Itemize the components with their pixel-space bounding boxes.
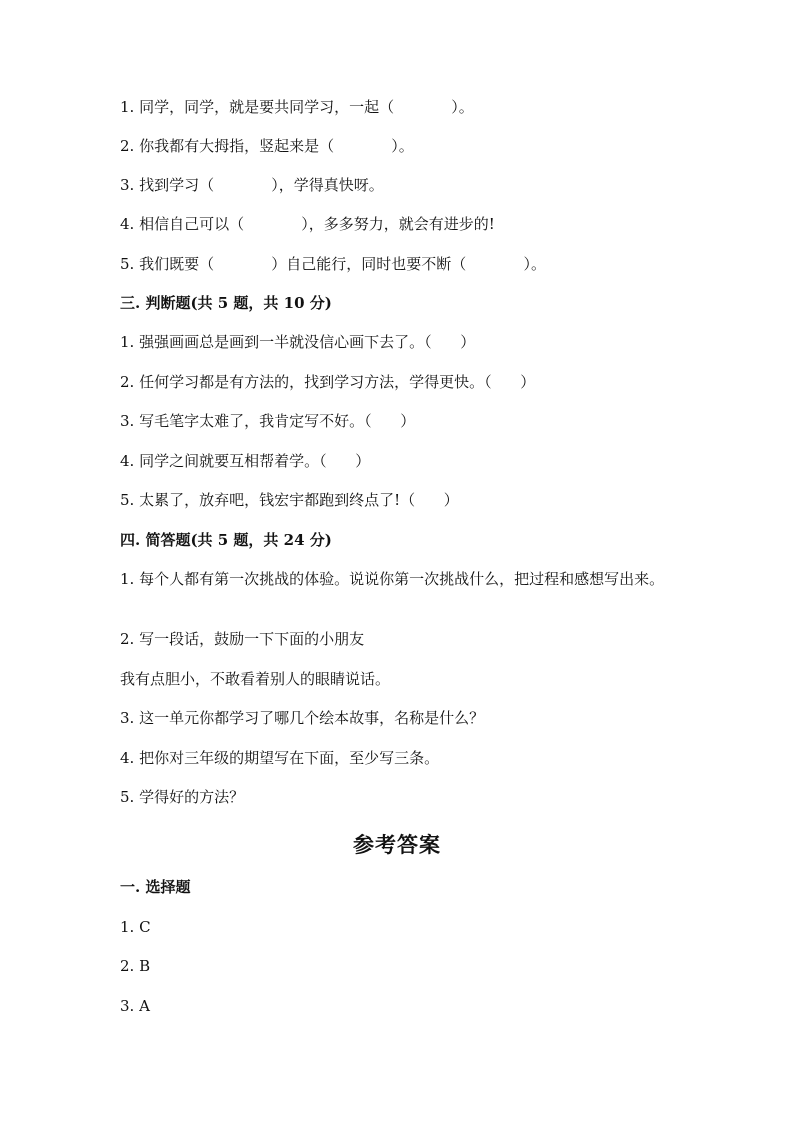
answer-section-title: 一. 选择题	[120, 878, 191, 896]
fill-item-1: 1. 同学，同学，就是要共同学习，一起（ ）。	[120, 98, 474, 116]
fill-item-4: 4. 相信自己可以（ ），多多努力，就会有进步的!	[120, 215, 495, 233]
section4-title: 四. 简答题(共 5 题，共 24 分)	[120, 531, 332, 549]
answer-key-title: 参考答案	[353, 832, 441, 857]
short-answer-item-4: 4. 把你对三年级的期望写在下面，至少写三条。	[120, 749, 440, 767]
fill-item-5: 5. 我们既要（ ）自己能行，同时也要不断（ ）。	[120, 255, 547, 273]
section3-title: 三. 判断题(共 5 题，共 10 分)	[120, 294, 332, 312]
judge-item-3: 3. 写毛笔字太难了，我肯定写不好。（ ）	[120, 412, 416, 430]
short-answer-item-5: 5. 学得好的方法？	[120, 788, 245, 806]
short-answer-item-2: 2. 写一段话，鼓励一下下面的小朋友	[120, 630, 365, 648]
fill-item-3: 3. 找到学习（ ），学得真快呀。	[120, 176, 384, 194]
fill-item-2: 2. 你我都有大拇指，竖起来是（ ）。	[120, 137, 414, 155]
answer-item-3: 3. A	[120, 997, 150, 1015]
short-answer-prompt: 我有点胆小，不敢看着别人的眼睛说话。	[120, 670, 391, 688]
judge-item-5: 5. 太累了，放弃吧，钱宏宇都跑到终点了!（ ）	[120, 491, 459, 509]
answer-item-2: 2. B	[120, 957, 151, 975]
judge-item-2: 2. 任何学习都是有方法的，找到学习方法，学得更快。（ ）	[120, 373, 536, 391]
short-answer-item-3: 3. 这一单元你都学习了哪几个绘本故事，名称是什么？	[120, 709, 485, 727]
judge-item-1: 1. 强强画画总是画到一半就没信心画下去了。（ ）	[120, 333, 476, 351]
answer-item-1: 1. C	[120, 918, 151, 936]
judge-item-4: 4. 同学之间就要互相帮着学。（ ）	[120, 452, 371, 470]
short-answer-item-1: 1. 每个人都有第一次挑战的体验。说说你第一次挑战什么，把过程和感想写出来。	[120, 570, 665, 588]
